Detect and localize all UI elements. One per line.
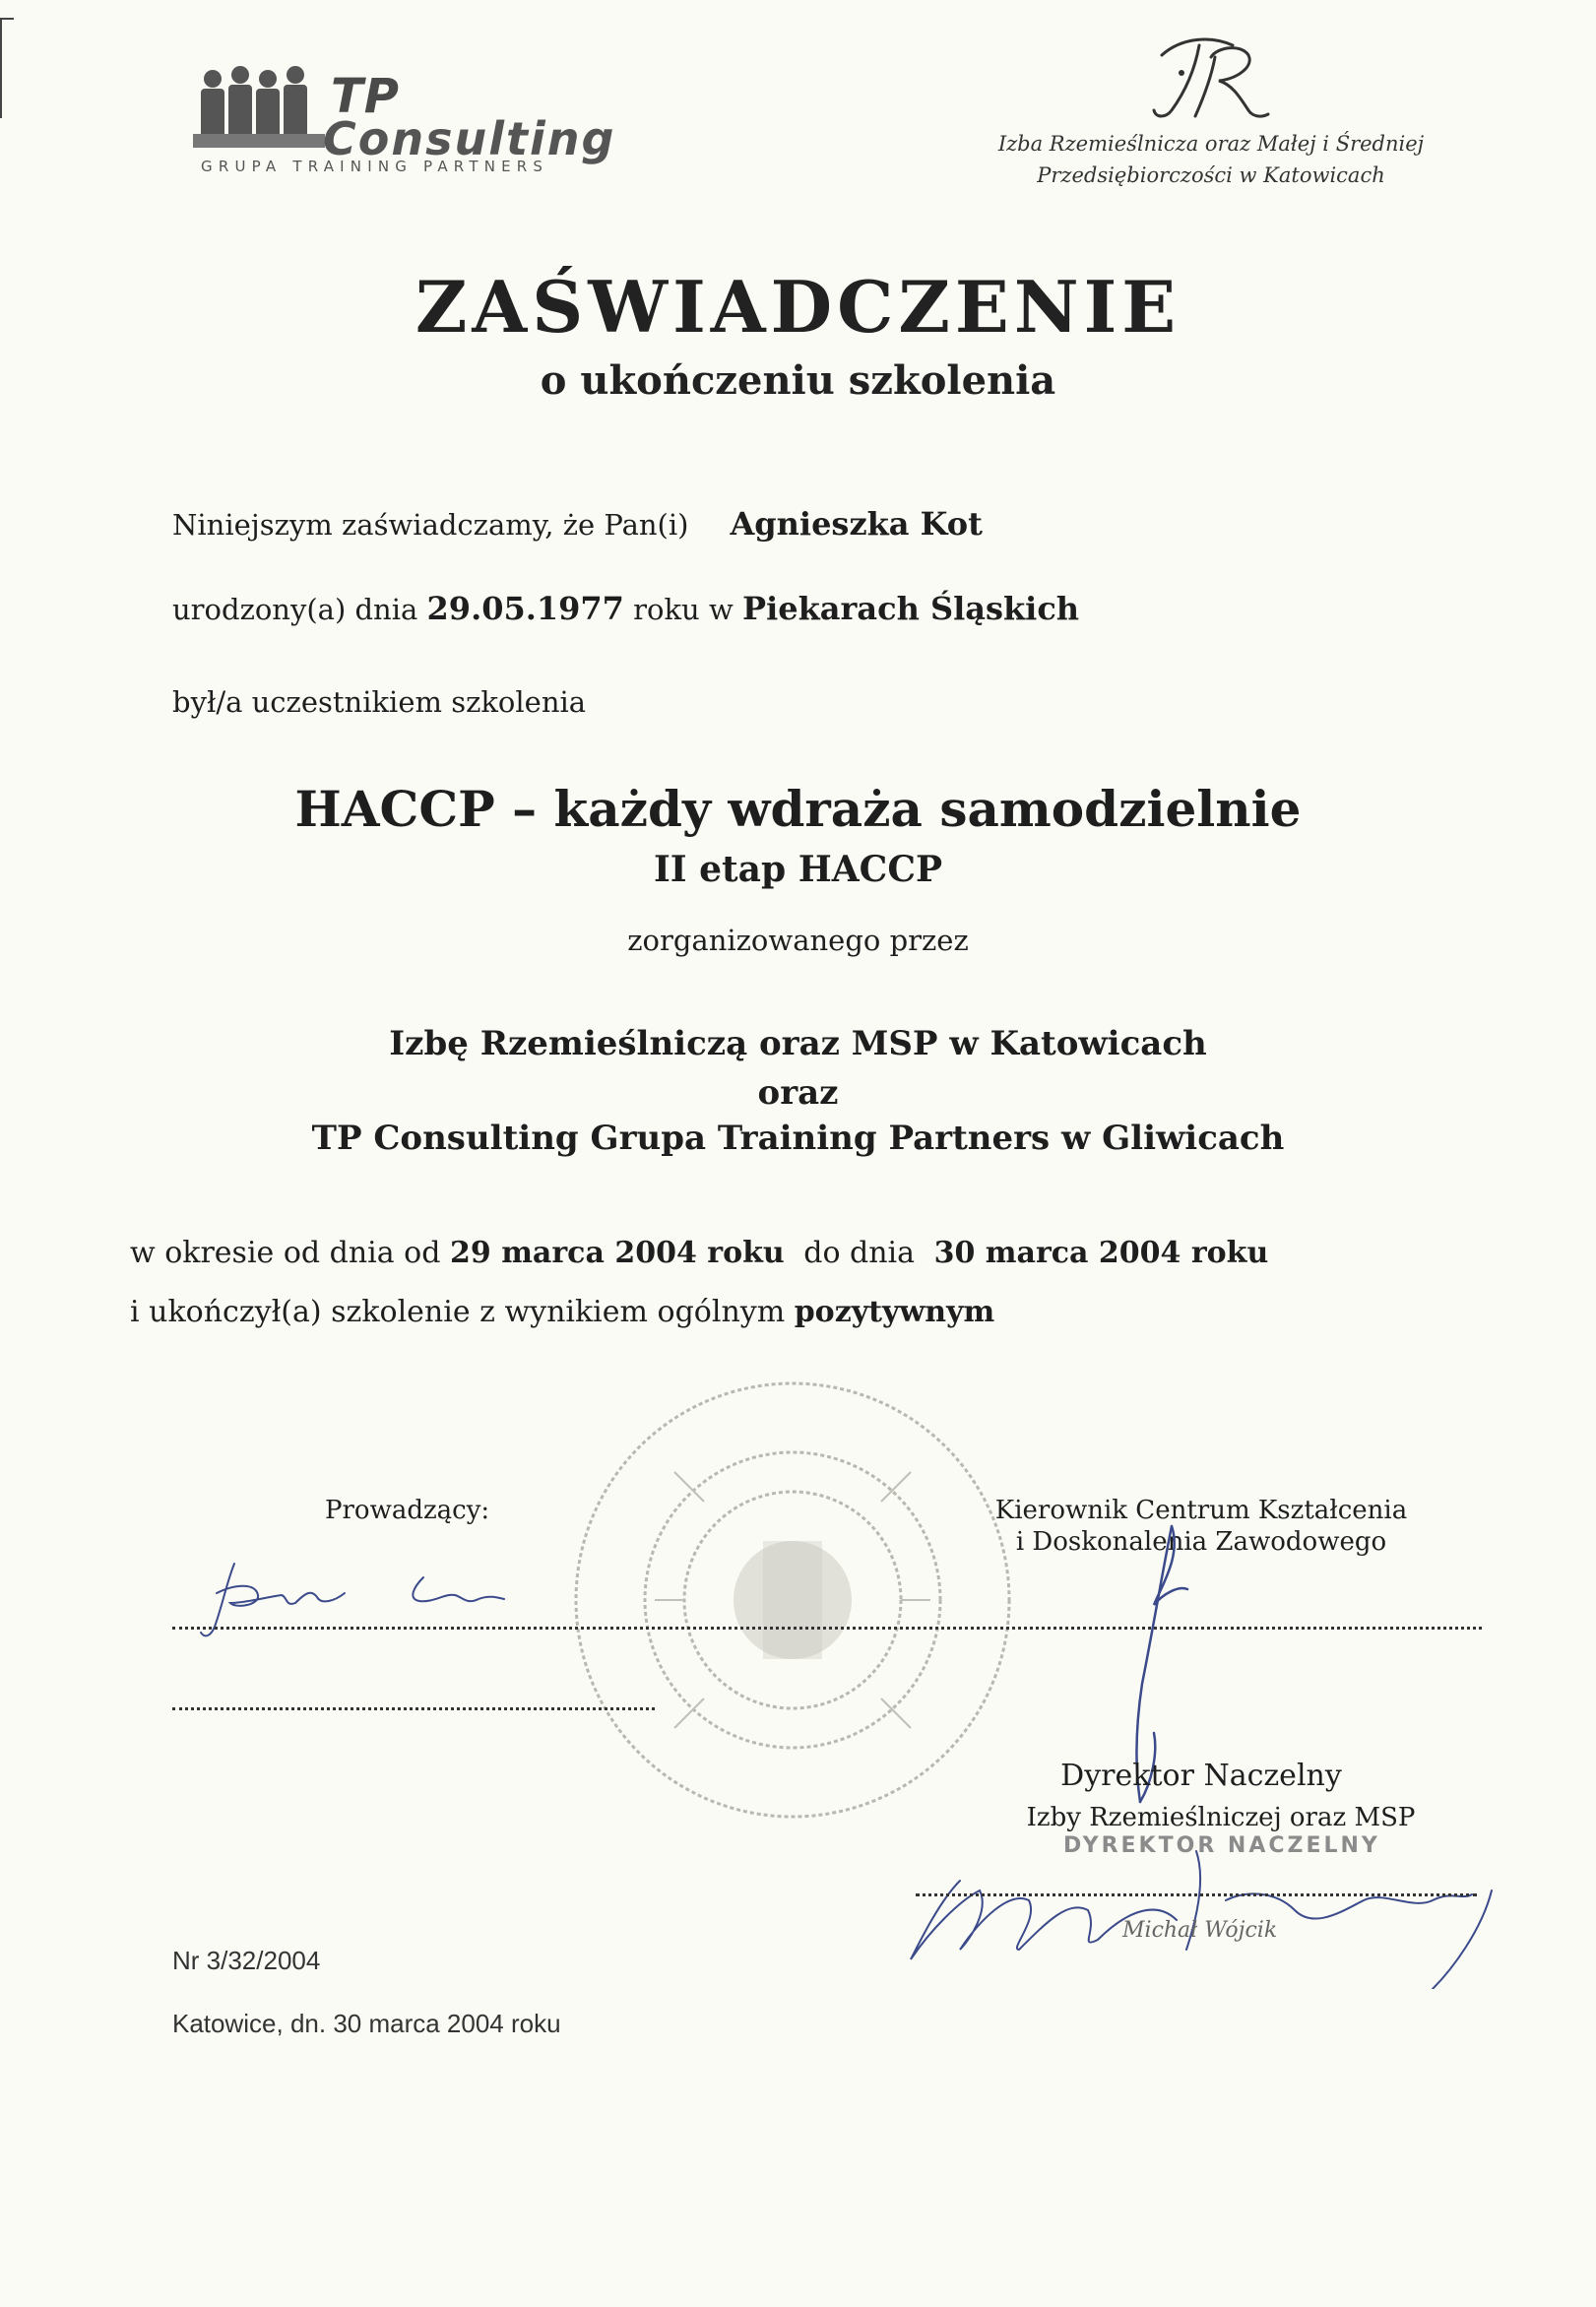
certificate-number: Nr 3/32/2004: [172, 1946, 321, 1975]
center-head-line-1: Kierownik Centrum Kształcenia: [994, 1496, 1408, 1525]
birth-date: 29.05.1977: [426, 590, 624, 627]
round-seal: [566, 1374, 1019, 1826]
period-mid: do dnia: [803, 1236, 916, 1270]
logo-tagline: GRUPA TRAINING PARTNERS: [201, 158, 549, 175]
chamber-monogram-logo: [1142, 28, 1280, 136]
scan-edge-mark: [0, 18, 14, 118]
organizer-1: Izbę Rzemieślniczą oraz MSP w Katowicach: [389, 1024, 1207, 1063]
participant-name: Agnieszka Kot: [730, 505, 983, 543]
people-silhouettes-icon: [193, 61, 331, 156]
result-prefix: i ukończył(a) szkolenie z wynikiem ogólnym: [130, 1295, 786, 1329]
organizer-and: oraz: [757, 1073, 839, 1113]
period-end: 30 marca 2004 roku: [933, 1236, 1269, 1270]
signature-line-2: [172, 1707, 655, 1710]
birth-line: [172, 589, 1079, 629]
place-and-date: Katowice, dn. 30 marca 2004 roku: [172, 2009, 561, 2038]
issuer-name: [945, 128, 1477, 191]
participant-line: był/a uczestnikiem szkolenia: [172, 685, 587, 719]
tp-consulting-logo: [193, 61, 616, 179]
period-start: 29 marca 2004 roku: [450, 1236, 785, 1270]
course-stage: II etap HACCP: [653, 849, 943, 890]
director-stamp: DYREKTOR NACZELNY: [1063, 1833, 1380, 1858]
logo-subtitle: Consulting: [323, 112, 616, 165]
ir-monogram-icon: [1142, 28, 1280, 136]
signature-line-3: [916, 1893, 1477, 1896]
period-line: [130, 1234, 1268, 1273]
birth-prefix: urodzony(a) dnia: [172, 593, 418, 626]
organized-by: zorganizowanego przez: [627, 924, 969, 957]
director-signature: [901, 1792, 1531, 1989]
director-institution: Izby Rzemieślniczej oraz MSP: [1026, 1803, 1416, 1832]
seal-icon: [566, 1374, 1019, 1826]
logo-title: TP: [331, 69, 400, 124]
period-prefix: w okresie od dnia od: [130, 1236, 441, 1270]
birth-place: Piekarach Śląskich: [742, 590, 1080, 627]
birth-mid: roku w: [633, 593, 734, 626]
director-name-stamp: Michał Wójcik: [1122, 1918, 1278, 1943]
organizer-2: TP Consulting Grupa Training Partners w Gliwicach: [311, 1119, 1285, 1158]
issuer-line-2: Przedsiębiorczości w Katowicach: [1037, 163, 1385, 187]
intro-line: [172, 504, 983, 545]
signature-line-1: [172, 1627, 1482, 1630]
certificate-subtitle: o ukończeniu szkolenia: [540, 357, 1056, 404]
trainer-label: Prowadzący:: [325, 1496, 490, 1525]
trainer-signature: [197, 1554, 522, 1652]
result-value: pozytywnym: [794, 1295, 995, 1329]
certificate-title: ZAŚWIADCZENIE: [415, 265, 1181, 349]
intro-text: Niniejszym zaświadczamy, że Pan(i): [172, 508, 689, 542]
course-title: HACCP – każdy wdraża samodzielnie: [294, 780, 1302, 838]
director-title: Dyrektor Naczelny: [1060, 1759, 1342, 1793]
center-head-line-2: i Doskonalenia Zawodowego: [1015, 1527, 1387, 1557]
result-line: [130, 1293, 994, 1332]
issuer-line-1: Izba Rzemieślnicza oraz Małej i Średniej: [997, 132, 1425, 156]
